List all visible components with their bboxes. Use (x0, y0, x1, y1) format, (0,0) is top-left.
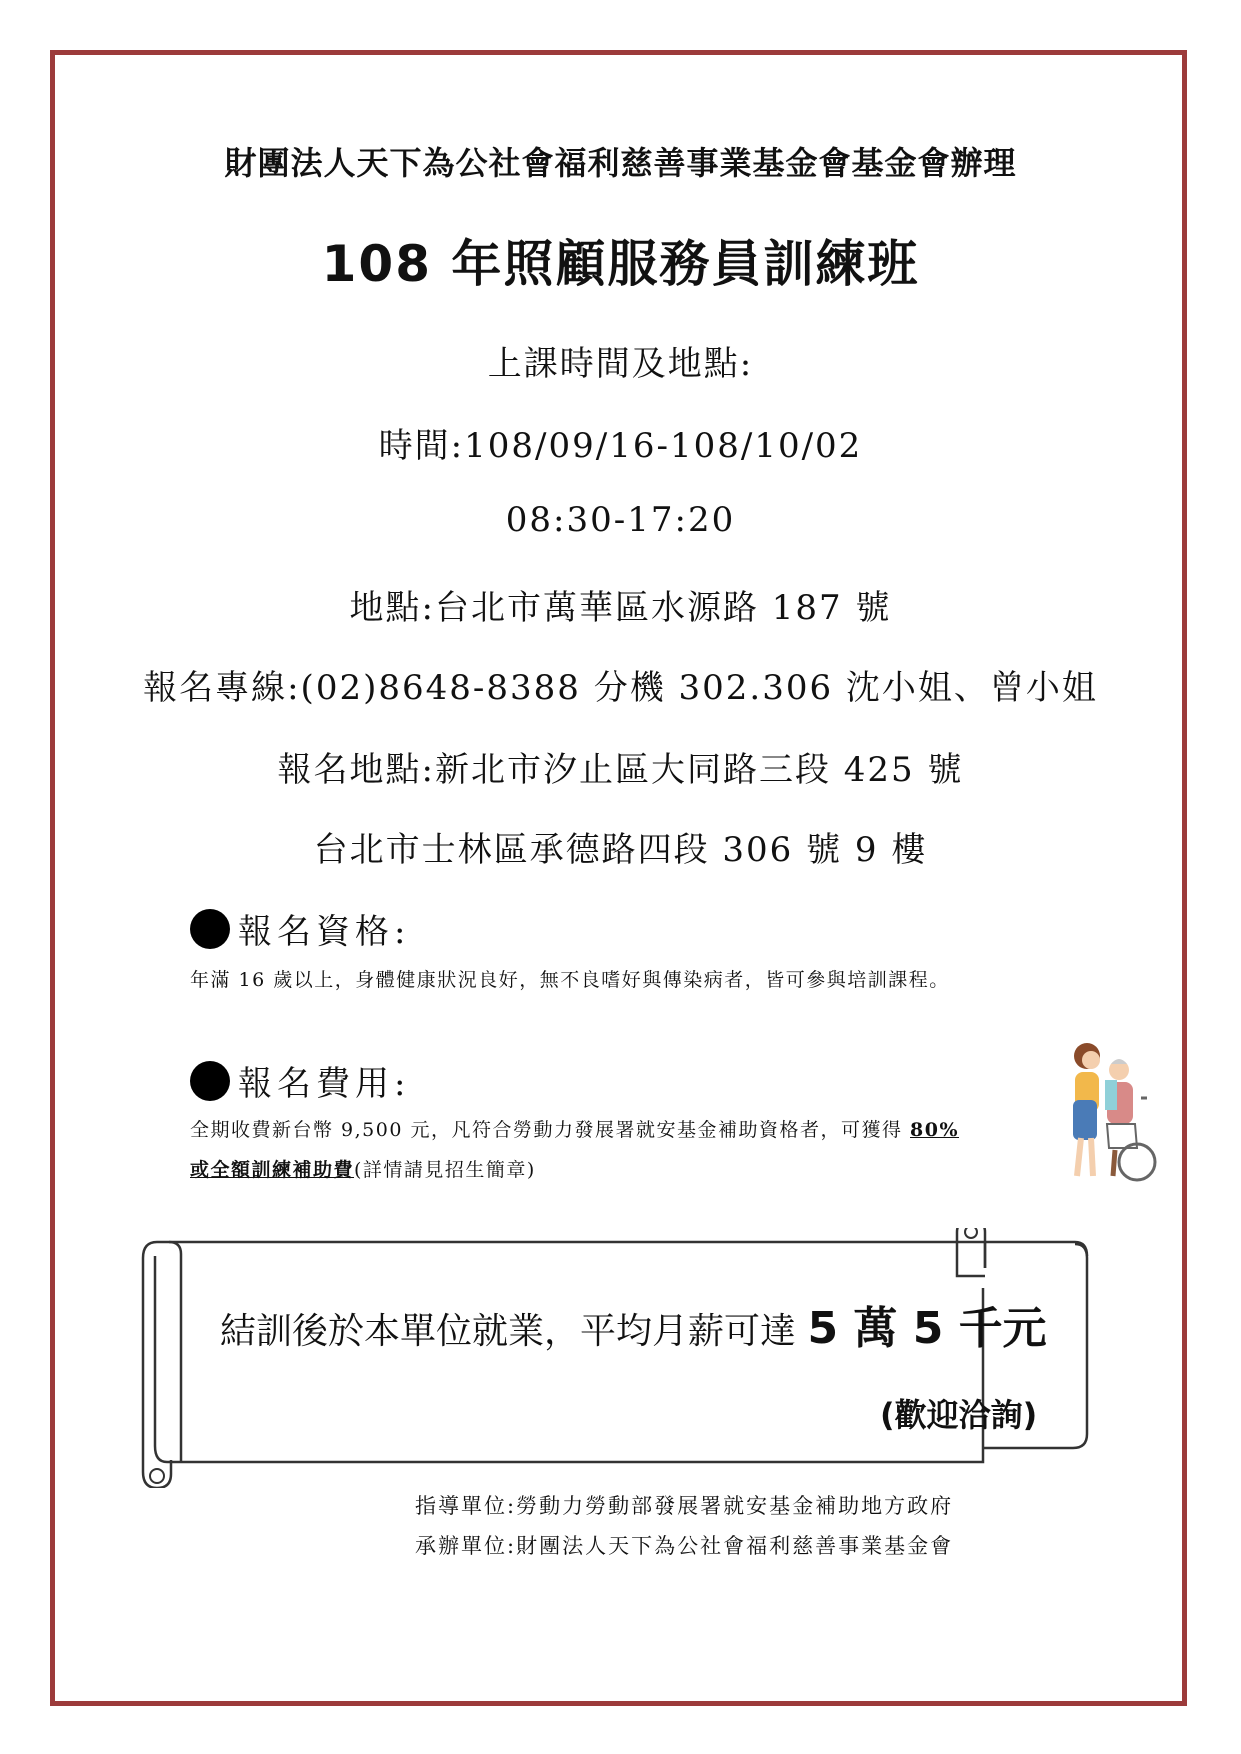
info-registration-place-1: 報名地點:新北市汐止區大同路三段 425 號 (277, 750, 964, 790)
banner-welcome: (歡迎洽詢) (880, 1396, 1038, 1434)
footer-guide-unit: 指導單位:勞動力勞動部發展署就安基金補助地方政府 (415, 1494, 954, 1518)
fee-subsidy-full: 或全額訓練補助費 (190, 1159, 355, 1181)
organizer-line: 財團法人天下為公社會福利慈善事業基金會基金會辦理 (224, 144, 1017, 182)
banner-text (220, 1292, 1047, 1356)
info-hours: 08:30-17:20 (505, 500, 736, 540)
fee-heading-label: 報名費用: (238, 1064, 411, 1104)
bullet-icon (190, 1061, 230, 1101)
info-heading: 上課時間及地點: (487, 344, 754, 384)
fee-text-part1: 全期收費新台幣 9,500 元，凡符合勞動力發展署就安基金補助資格者，可獲得 (190, 1119, 911, 1141)
eligibility-text: 年滿 16 歲以上，身體健康狀況良好，無不良嗜好與傳染病者，皆可參與培訓課程。 (190, 969, 950, 991)
fee-subsidy-amount: 80% (910, 1119, 960, 1141)
eligibility-heading (190, 904, 410, 953)
banner-scroll (135, 1228, 1095, 1488)
fee-text-part2: (詳情請見招生簡章) (354, 1159, 536, 1181)
info-time: 時間:108/09/16-108/10/02 (378, 426, 863, 466)
banner-text-lead: 結訓後於本單位就業，平均月薪可達 (220, 1311, 808, 1352)
fee-text (190, 1110, 1010, 1190)
eligibility-heading-label: 報名資格: (238, 912, 411, 952)
page-title: 108 年照顧服務員訓練班 (321, 235, 920, 293)
info-place: 地點:台北市萬華區水源路 187 號 (349, 588, 892, 628)
banner-salary-highlight: 5 萬 5 千元 (807, 1303, 1047, 1354)
footer-host-unit: 承辦單位:財團法人天下為公社會福利慈善事業基金會 (415, 1534, 954, 1558)
info-phone: 報名專線:(02)8648-8388 分機 302.306 沈小姐、曾小姐 (143, 668, 1098, 708)
info-registration-place-2: 台北市士林區承德路四段 306 號 9 樓 (313, 830, 928, 870)
fee-heading (190, 1056, 410, 1105)
bullet-icon (190, 909, 230, 949)
caregiver-wheelchair-illustration-icon (1055, 1038, 1157, 1188)
